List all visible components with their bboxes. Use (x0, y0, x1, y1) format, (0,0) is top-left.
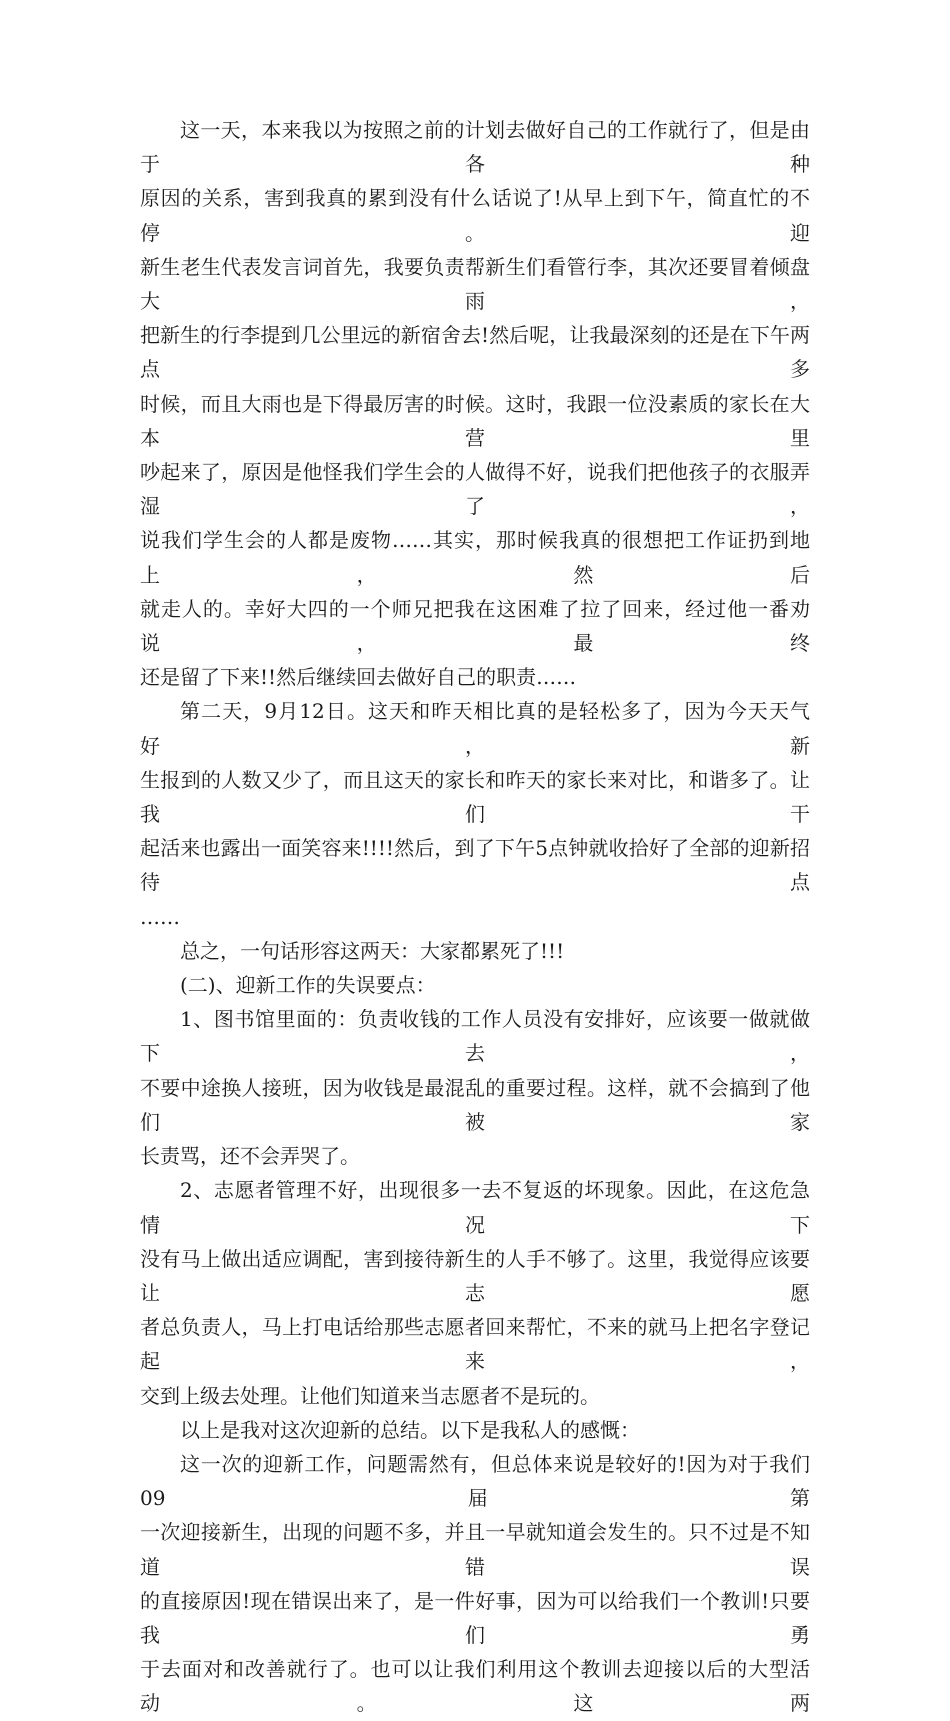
text-line: (二)、迎新工作的失误要点： (180, 973, 436, 998)
text-line: 以上是我对这次迎新的总结。以下是我私人的感慨： (180, 1417, 640, 1442)
text-line: 的直接原因!现在错误出来了，是一件好事，因为可以给我们一个教训!只要我们勇 (140, 1588, 810, 1647)
text-line: …… (140, 904, 180, 929)
text-line: 这一天，本来我以为按照之前的计划去做好自己的工作就行了，但是由于各种 (140, 118, 810, 177)
paragraph-reflection (140, 1447, 810, 1721)
text-line: 者总负责人，马上打电话给那些志愿者回来帮忙，不来的就马上把名字登记起来， (140, 1315, 810, 1374)
paragraph-first-day (140, 113, 810, 694)
paragraph-transition (140, 1413, 810, 1447)
text-line: 总之，一句话形容这两天：大家都累死了!!! (180, 938, 565, 963)
text-line: 就走人的。幸好大四的一个师兄把我在这困难了拉了回来，经过他一番劝说，最终 (140, 596, 810, 656)
text-line: 于去面对和改善就行了。也可以让我们利用这个教训去迎接以后的大型活动。这两 (140, 1657, 810, 1716)
text-line: 把新生的行李提到几公里远的新宿舍去!然后呢，让我最深刻的还是在下午两点多 (140, 323, 810, 382)
paragraph-mistake-1 (140, 1002, 810, 1173)
text-line: 长责骂，还不会弄哭了。 (140, 1144, 360, 1169)
text-line: 说我们学生会的人都是废物……其实，那时候我真的很想把工作证扔到地上，然后 (140, 528, 810, 587)
text-line: 一次迎接新生，出现的问题不多，并且一早就知道会发生的。只不过是不知道错误 (140, 1520, 810, 1579)
text-line: 时候，而且大雨也是下得最厉害的时候。这时，我跟一位没素质的家长在大本营里 (140, 391, 810, 450)
text-line: 还是留了下来!!然后继续回去做好自己的职责…… (140, 665, 577, 690)
body-text (140, 113, 810, 1721)
paragraph-second-day (140, 694, 810, 933)
text-line: 1、图书馆里面的：负责收钱的工作人员没有安排好，应该要一做就做下去， (140, 1007, 810, 1066)
text-line: 起活来也露出一面笑容来!!!!然后，到了下午5点钟就收拾好了全部的迎新招待点 (140, 836, 810, 895)
text-line: 吵起来了，原因是他怪我们学生会的人做得不好，说我们把他孩子的衣服弄湿了， (140, 460, 810, 519)
paragraph-mistake-2 (140, 1173, 810, 1412)
text-line: 不要中途换人接班，因为收钱是最混乱的重要过程。这样，就不会搞到了他们被家 (140, 1075, 810, 1134)
text-line: 没有马上做出适应调配，害到接待新生的人手不够了。这里，我觉得应该要让志愿 (140, 1246, 810, 1305)
section-heading-mistakes (140, 968, 810, 1002)
text-line: 生报到的人数又少了，而且这天的家长和昨天的家长来对比，和谐多了。让我们干 (140, 767, 810, 827)
text-line: 第二天，9月12日。这天和昨天相比真的是轻松多了，因为今天天气好，新 (140, 699, 810, 758)
text-line: 这一次的迎新工作，问题需然有，但总体来说是较好的!因为对于我们09届第 (140, 1451, 810, 1511)
paragraph-summary (140, 934, 810, 968)
text-line: 新生老生代表发言词首先，我要负责帮新生们看管行李，其次还要冒着倾盘大雨， (140, 254, 810, 314)
text-line: 原因的关系，害到我真的累到没有什么话说了!从早上到下午，简直忙的不停。迎 (140, 186, 810, 245)
text-line: 交到上级去处理。让他们知道来当志愿者不是玩的。 (140, 1383, 600, 1408)
text-line: 2、志愿者管理不好，出现很多一去不复返的坏现象。因此，在这危急情况下 (140, 1178, 810, 1237)
